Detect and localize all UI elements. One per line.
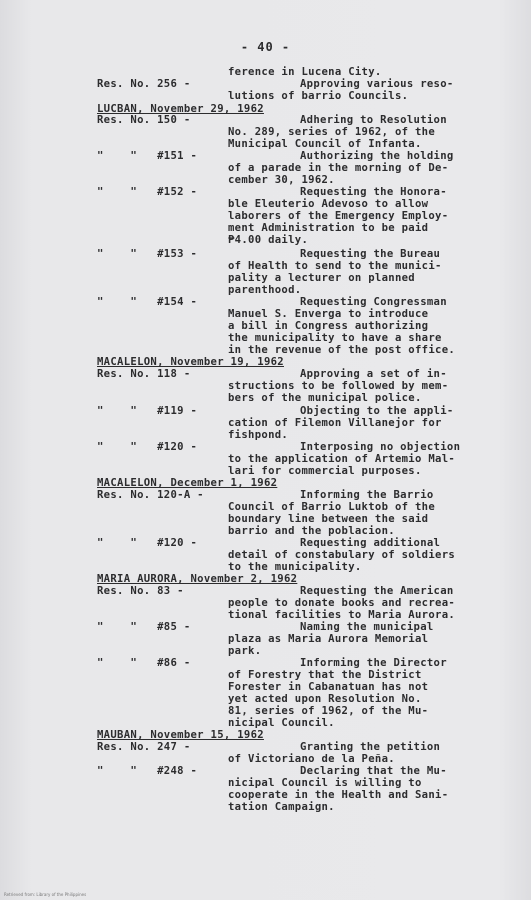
text-line: " " #154 - [97,296,198,308]
text-line: of Forestry that the District [228,669,422,681]
text-line: lari for commercial purposes. [228,465,422,477]
text-line: Res. No. 256 - [97,78,191,90]
text-line: Objecting to the appli- [300,405,454,417]
text-line: park. [228,645,262,657]
text-line: Manuel S. Enverga to introduce [228,308,429,320]
text-line: ference in Lucena City. [228,66,382,78]
text-line: ble Eleuterio Adevoso to allow [228,198,429,210]
text-line: of Victoriano de la Peña. [228,753,395,765]
text-line: Interposing no objection [300,441,461,453]
text-line: Requesting the Honora- [300,186,447,198]
text-line: " " #119 - [97,405,198,417]
text-line: No. 289, series of 1962, of the [228,126,436,138]
text-line: tation Campaign. [228,801,335,813]
text-line: fishpond. [228,429,289,441]
text-line: Forester in Cabanatuan has not [228,681,429,693]
text-line: yet acted upon Resolution No. [228,693,422,705]
text-line: 81, series of 1962, of the Mu- [228,705,429,717]
text-line: nicipal Council. [228,717,335,729]
text-line: Res. No. 120-A - [97,489,204,501]
text-line: " " #120 - [97,537,198,549]
section-heading: LUCBAN, November 29, 1962 [97,103,264,115]
section-heading: MACALELON, November 19, 1962 [97,356,284,368]
text-line: in the revenue of the post office. [228,344,456,356]
text-line: Requesting the Bureau [300,248,441,260]
section-heading: MAUBAN, November 15, 1962 [97,729,264,741]
text-line: of Health to send to the munici- [228,260,442,272]
text-line: cember 30, 1962. [228,174,335,186]
text-line: detail of constabulary of soldiers [228,549,456,561]
text-line: Requesting the American [300,585,454,597]
text-line: Declaring that the Mu- [300,765,447,777]
text-line: " " #85 - [97,621,191,633]
text-line: parenthood. [228,284,302,296]
text-line: to the municipality. [228,561,362,573]
text-line: a bill in Congress authorizing [228,320,429,332]
text-line: " " #248 - [97,765,198,777]
text-line: Granting the petition [300,741,441,753]
text-line: Requesting additional [300,537,441,549]
text-line: Requesting Congressman [300,296,447,308]
text-line: laborers of the Emergency Employ- [228,210,449,222]
text-line: nicipal Council is willing to [228,777,422,789]
text-line: of a parade in the morning of De- [228,162,449,174]
text-line: to the application of Artemio Mal- [228,453,456,465]
text-line: " " #151 - [97,150,198,162]
text-line: Res. No. 83 - [97,585,184,597]
text-line: " " #120 - [97,441,198,453]
text-line: boundary line between the said [228,513,429,525]
text-line: Res. No. 150 - [97,114,191,126]
text-line: Informing the Barrio [300,489,434,501]
text-line: Municipal Council of Infanta. [228,138,422,150]
section-heading: MARIA AURORA, November 2, 1962 [97,573,298,585]
text-line: Adhering to Resolution [300,114,447,126]
text-line: Approving a set of in- [300,368,447,380]
text-line: Informing the Director [300,657,447,669]
footer-text: Retrieved from: Library of the Philippines [4,892,87,897]
text-line: Authorizing the holding [300,150,454,162]
text-line: cooperate in the Health and Sani- [228,789,449,801]
text-line: Approving various reso- [300,78,454,90]
text-line: Naming the municipal [300,621,434,633]
text-line: " " #152 - [97,186,198,198]
text-line: structions to be followed by mem- [228,380,449,392]
text-line: Res. No. 118 - [97,368,191,380]
text-line: bers of the municipal police. [228,392,422,404]
text-line: " " #86 - [97,657,191,669]
text-line: ment Administration to be paid [228,222,429,234]
text-line: barrio and the poblacion. [228,525,395,537]
text-line: cation of Filemon Villanejor for [228,417,442,429]
text-line: lutions of barrio Councils. [228,90,409,102]
text-line: the municipality to have a share [228,332,442,344]
page-number: - 40 - [240,40,291,54]
text-line: tional facilities to Maria Aurora. [228,609,456,621]
text-line: " " #153 - [97,248,198,260]
text-line: plaza as Maria Aurora Memorial [228,633,429,645]
text-line: Council of Barrio Luktob of the [228,501,436,513]
section-heading: MACALELON, December 1, 1962 [97,477,278,489]
text-line: pality a lecturer on planned [228,272,415,284]
text-line: ₱4.00 daily. [228,234,309,246]
text-line: people to donate books and recrea- [228,597,456,609]
text-line: Res. No. 247 - [97,741,191,753]
